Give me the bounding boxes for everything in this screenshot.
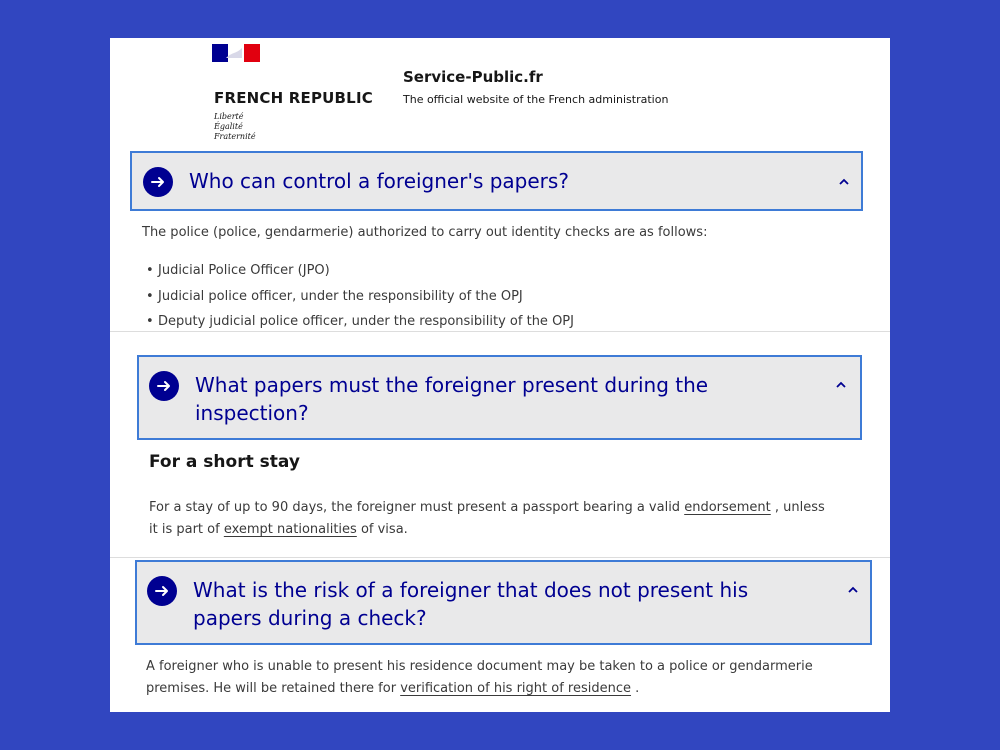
- motto-fraternite: Fraternité: [214, 132, 256, 141]
- accordion-risk[interactable]: [135, 560, 872, 645]
- republic-motto: [214, 112, 256, 142]
- section-intro: The police (police, gendarmerie) authorized to carry out identity checks are as follows:: [142, 225, 708, 240]
- chevron-up-icon[interactable]: [847, 586, 859, 594]
- accordion-title: Who can control a foreigner's papers?: [189, 169, 569, 193]
- officer-list: [146, 258, 574, 335]
- arrow-right-icon: [143, 167, 173, 197]
- subheading-short-stay: For a short stay: [149, 452, 300, 472]
- republic-name: FRENCH REPUBLIC: [214, 89, 373, 107]
- section-divider: [110, 331, 890, 332]
- risk-paragraph: A foreigner who is unable to present his residence document may be taken to a police or gendarmerie premises. He will be retained there for verification of his right of residence .: [146, 659, 813, 696]
- arrow-right-icon: [149, 371, 179, 401]
- site-name[interactable]: Service-Public.fr: [403, 68, 543, 86]
- list-item: • Judicial Police Officer (JPO): [146, 258, 574, 284]
- accordion-title-line: What is the risk of a foreigner that does not present his: [193, 578, 749, 602]
- endorsement-link[interactable]: endorsement: [684, 500, 771, 515]
- accordion-title: [193, 576, 748, 632]
- accordion-title-line: papers during a check?: [193, 606, 427, 630]
- list-item: • Deputy judicial police officer, under the responsibility of the OPJ: [146, 309, 574, 335]
- short-stay-paragraph: For a stay of up to 90 days, the foreigner must present a passport bearing a valid endorsement , unless it is part of exempt nationalities of visa.: [149, 500, 825, 537]
- french-flag-logo: [212, 44, 260, 62]
- accordion-what-papers[interactable]: [137, 355, 862, 440]
- accordion-who-can-control[interactable]: [130, 151, 863, 211]
- accordion-title-line: What papers must the foreigner present during the: [195, 373, 709, 397]
- chevron-up-icon[interactable]: [838, 178, 850, 186]
- motto-egalite: Égalité: [214, 122, 243, 131]
- accordion-title: [195, 371, 708, 427]
- list-item: • Judicial police officer, under the responsibility of the OPJ: [146, 284, 574, 310]
- arrow-right-icon: [147, 576, 177, 606]
- exempt-nationalities-link[interactable]: exempt nationalities: [223, 522, 357, 537]
- accordion-title-line: inspection?: [195, 401, 309, 425]
- site-tagline: The official website of the French administration: [403, 93, 669, 106]
- page-card: [110, 38, 890, 712]
- chevron-up-icon[interactable]: [835, 381, 847, 389]
- motto-liberte: Liberté: [214, 112, 244, 121]
- section-divider: [110, 557, 890, 558]
- right-of-residence-link[interactable]: verification of his right of residence: [400, 681, 632, 696]
